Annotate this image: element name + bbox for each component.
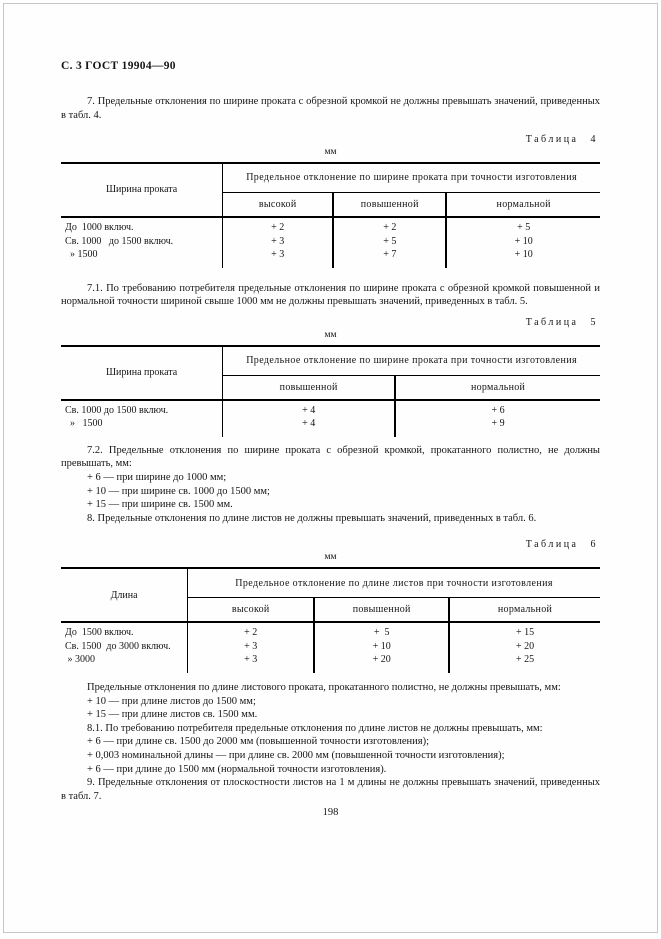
table-row [61,400,600,418]
cell-value: + 3 [271,249,285,261]
cell-value: + 25 [449,653,600,673]
table5-caption: Таблица 5 [525,316,598,328]
cell-value: + 15 [449,622,600,640]
table-row [61,622,600,640]
paragraph-9: 9. Предельные отклонения от плоскостности листов на 1 м длины не должны превышать значений, приведенных в табл. 7. [61,777,600,802]
table-row [61,248,600,268]
table4 [61,162,600,268]
table6-subheader: повышенной [314,598,449,623]
table6-subheader: высокой [188,598,315,623]
table5-col-header: Ширина проката [61,346,223,400]
table-row [61,653,600,673]
table5-unit: мм [324,329,337,340]
spacer [61,525,600,539]
table5-subheader: нормальной [395,375,600,400]
page-number: 198 [322,807,339,819]
cell-value: + 2 [244,627,258,639]
cell-value: + 2 [271,222,285,234]
table6-span-header: Предельное отклонение по длине листов при точности изготовления [188,568,600,598]
table5-span-header: Предельное отклонение по ширине проката при точности изготовления [223,346,600,376]
list-item: + 6 — при длине до 1500 мм (нормальной точности изготовления). [87,763,387,775]
list-item: + 6 — при длине св. 1500 до 2000 мм (повышенной точности изготовления); [87,736,430,748]
spacer [61,437,600,444]
cell-value: + 4 [302,418,316,430]
cell-value: + 9 [395,417,600,437]
spacer [61,268,600,282]
table4-unit: мм [324,147,337,158]
table-row [61,217,600,235]
paragraph-7-2: 7.2. Предельные отклонения по ширине проката с обрезной кромкой, прокатанного полистно, не должны превышать, мм: [61,444,600,470]
cell-value: + 10 [314,640,449,654]
list-item: + 6 — при ширине до 1000 мм; [87,472,227,484]
doc-header: С. 3 ГОСТ 19904—90 [61,60,176,72]
paragraph-8-1: 8.1. По требованию потребителя предельные отклонения по длине листов не должны превышать, мм: [87,722,543,734]
table-row [61,235,600,249]
paragraph-7-1: 7.1. По требованию потребителя предельные отклонения по ширине проката с обрезной кромкой повышенной и нормальной точности шириной свыше 1000 мм не должны превышать значений, приведенных в табл. 5. [61,282,600,308]
row-label: До 1000 включ. [61,217,223,235]
list-item: + 10 — при длине листов до 1500 мм; [87,695,256,707]
table-row [61,640,600,654]
row-label: Св. 1500 до 3000 включ. [61,640,188,654]
cell-value: + 3 [244,640,258,652]
cell-value: + 5 [446,217,600,235]
table6 [61,567,600,673]
cell-value: + 10 [446,248,600,268]
cell-value: + 7 [333,248,446,268]
cell-value: + 20 [314,653,449,673]
cell-value: + 5 [314,622,449,640]
cell-value: + 10 [446,235,600,249]
table6-unit: мм [324,552,337,563]
table6-col-header: Длина [61,568,188,622]
cell-value: + 2 [333,217,446,235]
table5 [61,345,600,437]
row-label: » 1500 [61,248,223,268]
row-label: » 1500 [61,417,223,437]
document-page [3,3,658,933]
cell-value: + 20 [449,640,600,654]
row-label: Св. 1000 до 1500 включ. [61,235,223,249]
cell-value: + 5 [333,235,446,249]
cell-value: + 4 [302,404,316,416]
row-label: Св. 1000 до 1500 включ. [61,400,223,418]
table4-caption: Таблица 4 [525,134,598,146]
table4-span-header: Предельное отклонение по ширине проката при точности изготовления [223,163,600,193]
table4-col-header: Ширина проката [61,163,223,217]
row-label: » 3000 [61,653,188,673]
table6-subheader: нормальной [449,598,600,623]
paragraph-7: 7. Предельные отклонения по ширине проката с обрезной кромкой не должны превышать значений, приведенных в табл. 4. [61,96,600,121]
paragraph-8: 8. Предельные отклонения по длине листов не должны превышать значений, приведенных в табл. 6. [87,512,537,524]
cell-value: + 6 [395,400,600,418]
list-item: + 0,003 номинальной длины — при длине св. 2000 мм (повышенной точности изготовления); [87,749,505,761]
spacer [61,122,600,134]
table5-subheader: повышенной [223,375,395,400]
list-item: + 10 — при ширине св. 1000 до 1500 мм; [87,485,270,497]
list-item: + 15 — при длине листов св. 1500 мм. [87,709,258,721]
table-row [61,417,600,437]
spacer [61,309,600,317]
table4-subheader: повышенной [333,193,446,218]
spacer [61,673,600,681]
table4-subheader: нормальной [446,193,600,218]
table6-caption: Таблица 6 [525,539,598,551]
cell-value: + 3 [271,235,285,247]
list-item: + 15 — при ширине св. 1500 мм. [87,499,233,511]
cell-value: + 3 [244,654,258,666]
table4-subheader: высокой [223,193,333,218]
row-label: До 1500 включ. [61,622,188,640]
paragraph-8-cont: Предельные отклонения по длине листового проката, прокатанного полистно, не должны превышать, мм: [87,681,561,693]
